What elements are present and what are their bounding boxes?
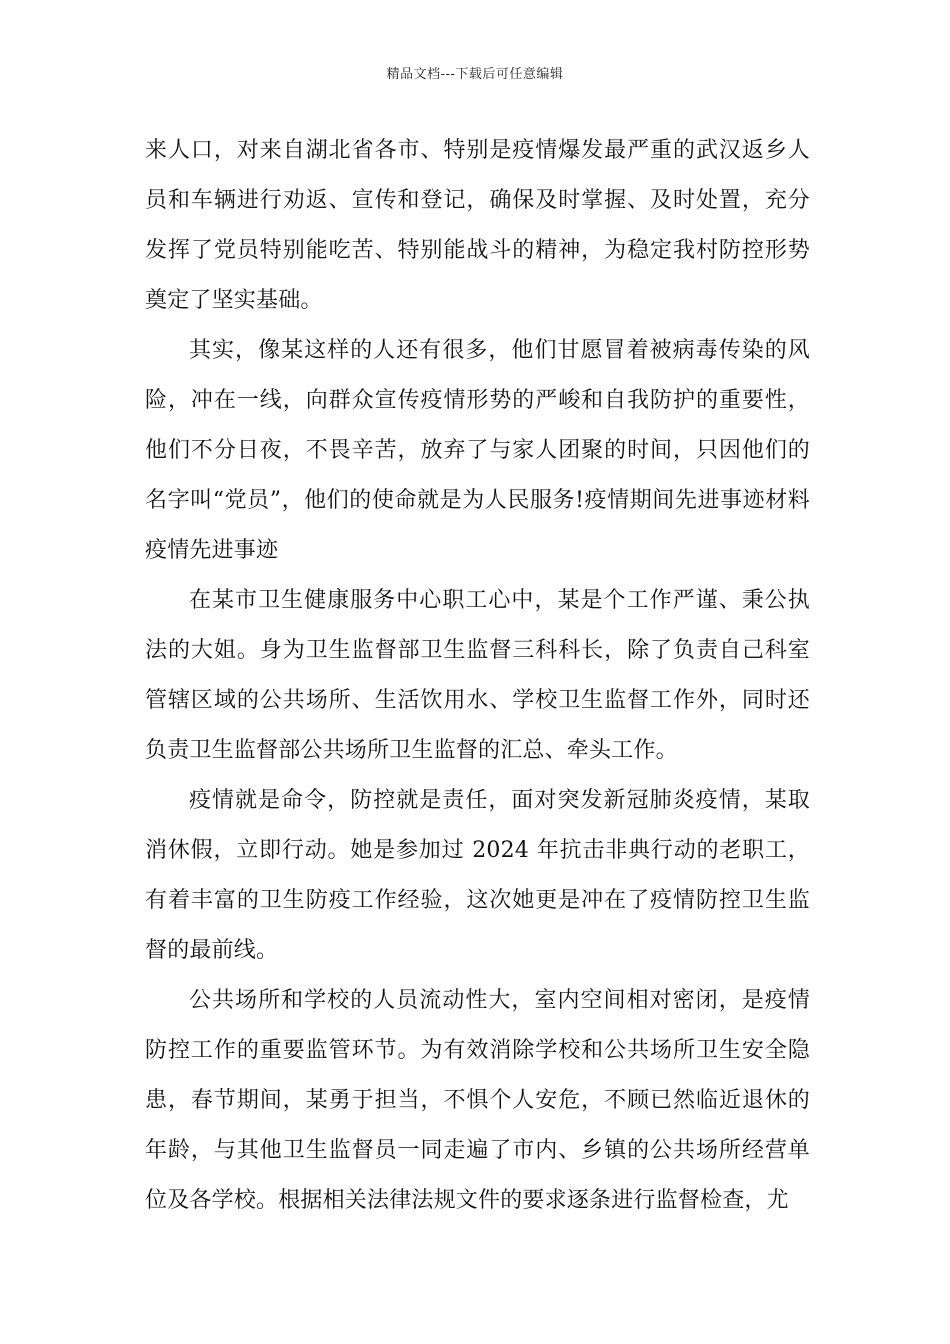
paragraph-5: 公共场所和学校的人员流动性大，室内空间相对密闭，是疫情防控工作的重要监管环节。为有效消除学校和公共场所卫生安全隐患，春节期间，某勇于担当，不惧个人安危，不顾已然临近退休的年龄，与其他卫生监督员一同走遍了市内、乡镇的公共场所经营单位及各学校。根据相关法律法规文件的要求逐条进行监督检查，尤 — [145, 988, 810, 1213]
paragraph-1: 来人口，对来自湖北省各市、特别是疫情爆发最严重的武汉返乡人员和车辆进行劝返、宣传和登记，确保及时掌握、及时处置，充分发挥了党员特别能吃苦、特别能战斗的精神，为稳定我村防控形势奠定了坚实基础。 — [145, 138, 810, 313]
paragraph-3: 在某市卫生健康服务中心职工心中，某是个工作严谨、秉公执法的大姐。身为卫生监督部卫生监督三科科长，除了负责自己科室管辖区域的公共场所、生活饮用水、学校卫生监督工作外，同时还负责卫生监督部公共场所卫生监督的汇总、牵头工作。 — [145, 588, 810, 763]
page-header: 精品文档---下载后可任意编辑 — [386, 67, 564, 82]
paragraph-2: 其实，像某这样的人还有很多，他们甘愿冒着被病毒传染的风险，冲在一线，向群众宣传疫情形势的严峻和自我防护的重要性，他们不分日夜，不畏辛苦，放弃了与家人团聚的时间，只因他们的名字叫“党员”，他们的使命就是为人民服务!疫情期间先进事迹材料疫情先进事迹 — [145, 338, 810, 563]
document-body — [145, 126, 810, 1226]
paragraph-4: 疫情就是命令，防控就是责任，面对突发新冠肺炎疫情，某取消休假，立即行动。她是参加过 2024 年抗击非典行动的老职工，有着丰富的卫生防疫工作经验，这次她更是冲在了疫情防控卫生监督的最前线。 — [145, 788, 810, 963]
